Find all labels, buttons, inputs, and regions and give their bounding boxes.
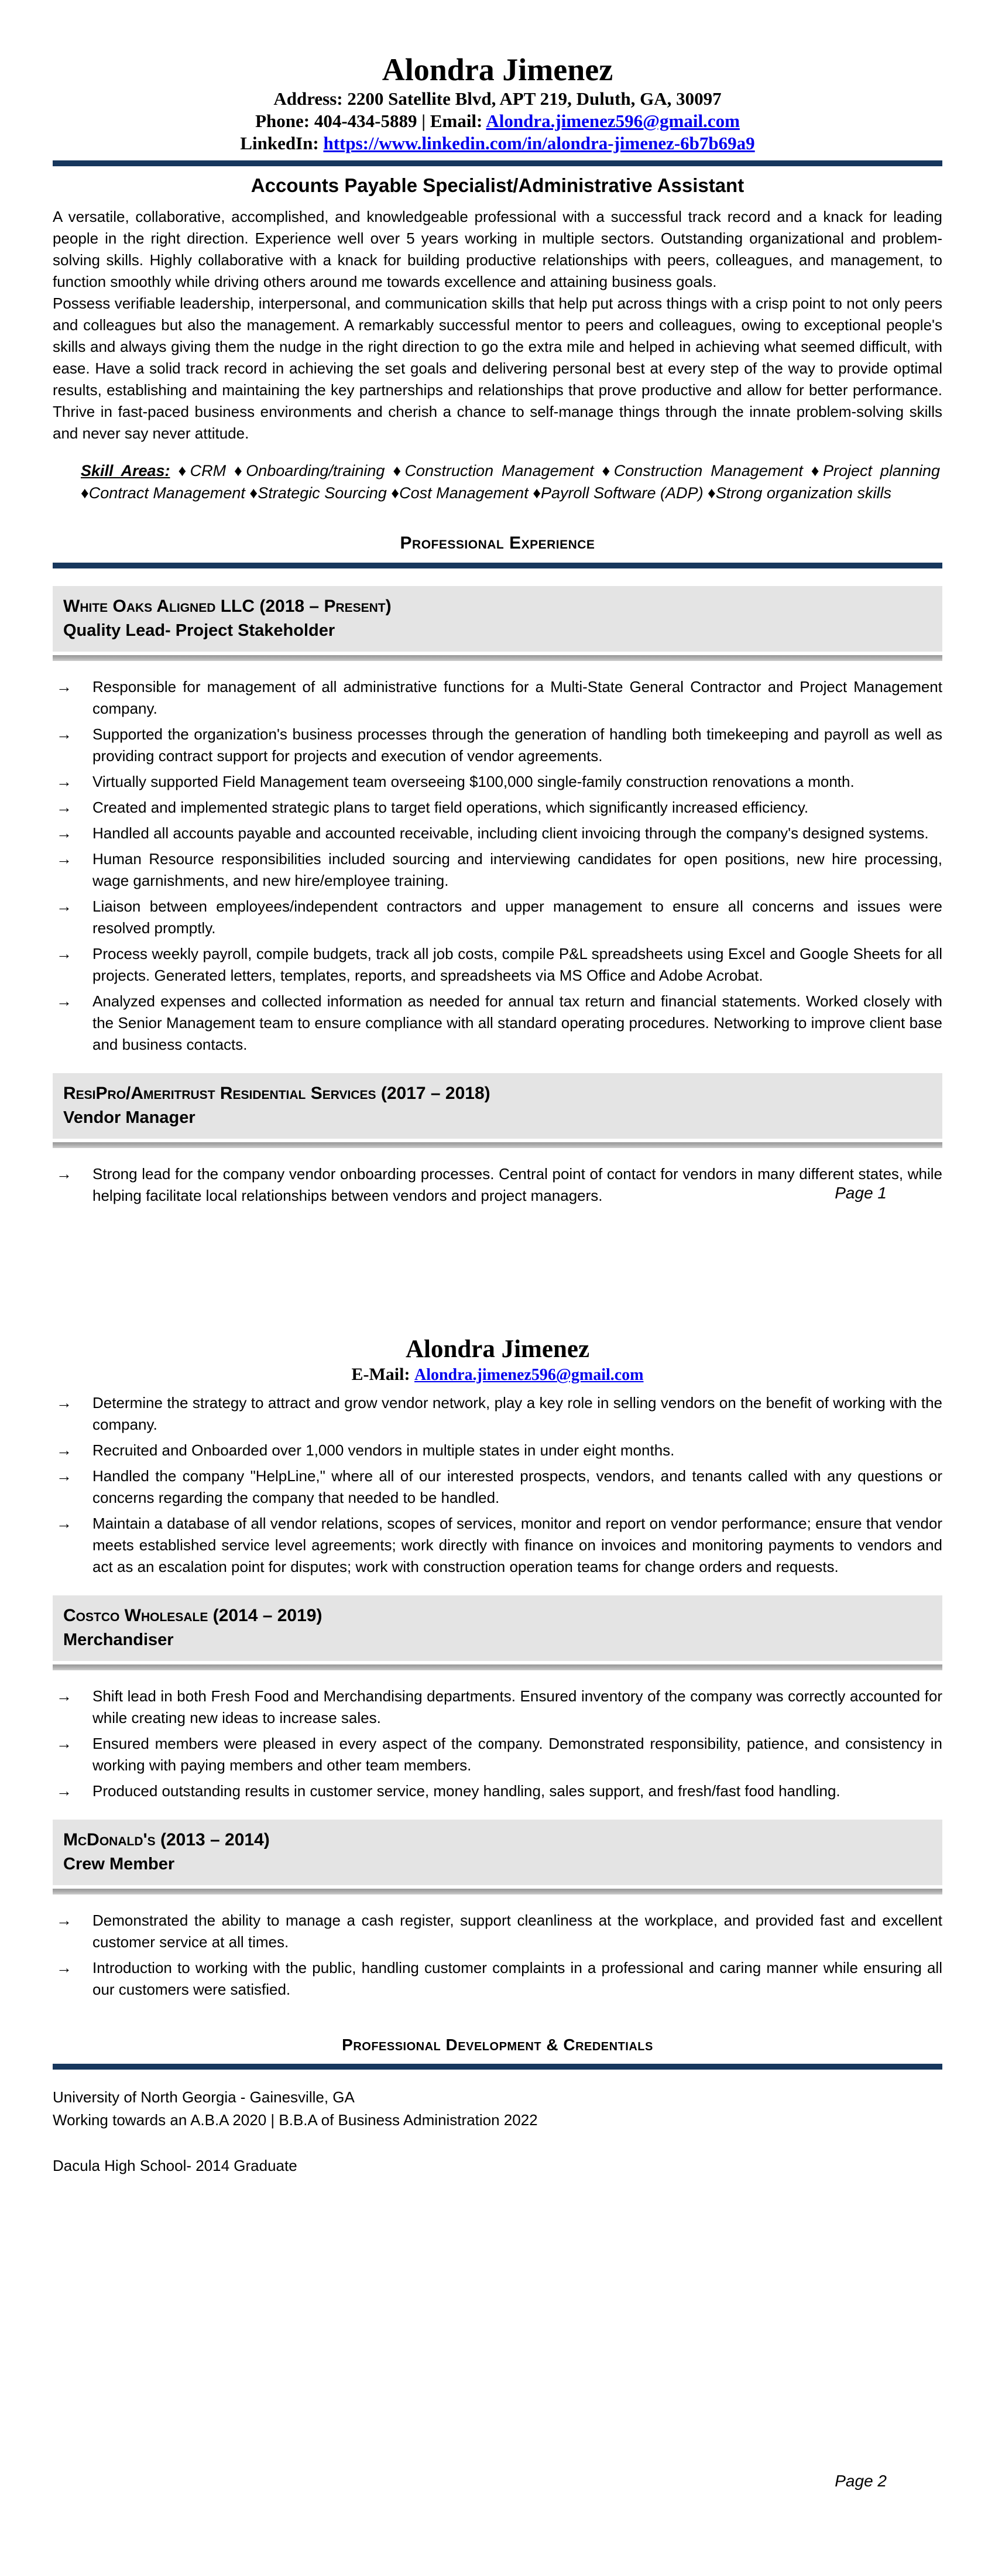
arrow-bullet-icon: → [56, 1467, 72, 1485]
bullet-text: Human Resource responsibilities included sourcing and interviewing candidates for open positions, new hire processing, wage garnishments, and new hire/employee training. [92, 850, 942, 890]
bullet-list [53, 676, 942, 1056]
job-section-white-oaks [53, 586, 942, 1056]
bullet-item [53, 848, 942, 892]
address-line [53, 88, 942, 110]
bullet-item [53, 1440, 942, 1461]
skill-areas-label: Skill Areas: [81, 462, 170, 480]
arrow-bullet-icon: → [56, 992, 72, 1010]
company-header-box [53, 1073, 942, 1139]
bullet-item [53, 724, 942, 767]
bullet-text: Analyzed expenses and collected information as needed for annual tax return and financial statements. Worked closely with the Senior Management team to ensure compliance with all standard operating procedures. Networking to improve client base and business contacts. [92, 992, 942, 1054]
company-role: Quality Lead- Project Stakeholder [63, 621, 335, 640]
education-spacer [53, 2132, 942, 2154]
bullet-item [53, 1910, 942, 1953]
linkedin-line [53, 132, 942, 155]
summary-paragraph-2: Possess verifiable leadership, interpersonal, and communication skills that help put across things with a crisp point to not only peers and colleagues but also the management. A remarkably successful mentor to peers and colleagues, owing to exceptional people's skills and always giving them the nudge in the right direction to go the extra mile and helped in achieving what seemed difficult, with ease. Have a solid track record in achieving the set goals and delivering personal best at every step of the way to provide optimal results, establishing and maintaining the key partnerships and relationships that prove productive and allow for better performance. Thrive in fast-paced business environments and cherish a chance to self-manage things through the innate problem-solving skills and never say never attitude. [53, 294, 942, 443]
company-header-box [53, 586, 942, 652]
page-2-email-line [53, 1364, 942, 1386]
bullet-item [53, 1957, 942, 2000]
bullet-text: Shift lead in both Fresh Food and Merchandising departments. Ensured inventory of the company was correctly accounted for while creating new ideas to increase sales. [92, 1687, 942, 1727]
arrow-bullet-icon: → [56, 799, 72, 817]
company-box-bottom-bar [53, 655, 942, 661]
arrow-bullet-icon: → [56, 1394, 72, 1412]
arrow-bullet-icon: → [56, 1687, 72, 1705]
bullet-text: Maintain a database of all vendor relations, scopes of services, monitor and report on vendor performance; ensure that vendor meets established service level agreements; work directly with finance on invoices and monitoring payments to vendors and act as an escalation point for disputes; work with construction operation teams for change orders and requests. [92, 1515, 942, 1576]
bullet-item [53, 1163, 942, 1207]
arrow-bullet-icon: → [56, 1441, 72, 1460]
arrow-bullet-icon: → [56, 945, 72, 963]
arrow-bullet-icon: → [56, 1165, 72, 1183]
bullet-text: Handled all accounts payable and accounted receivable, including client invoicing through the company's designed systems. [92, 824, 929, 842]
bullet-text: Created and implemented strategic plans to target field operations, which significantly increased efficiency. [92, 799, 809, 817]
bullet-text: Liaison between employees/independent contractors and upper management to ensure all concerns and issues were resolved promptly. [92, 898, 942, 937]
bullet-text: Supported the organization's business processes through the generation of handling both timekeeping and payroll as well as providing contract support for projects and execution of vendor agreements. [92, 725, 942, 765]
job-section-resipro [53, 1073, 942, 1207]
bullet-list-continued [53, 1392, 942, 1578]
page-2-footer: Page 2 [835, 2472, 887, 2490]
arrow-bullet-icon: → [56, 678, 72, 696]
bullet-item [53, 1392, 942, 1436]
bullet-text: Ensured members were pleased in every aspect of the company. Demonstrated responsibility, patience, and consistency in working with paying members and other team members. [92, 1735, 942, 1775]
bullet-item [53, 676, 942, 720]
email-link[interactable]: Alondra.jimenez596@gmail.com [486, 111, 740, 132]
company-name: White Oaks Aligned LLC (2018 – Present) [63, 597, 392, 616]
education-degree-line: Working towards an A.B.A 2020 | B.B.A of Business Administration 2022 [53, 2111, 538, 2129]
arrow-bullet-icon: → [56, 850, 72, 868]
bullet-item [53, 1780, 942, 1802]
bullet-item [53, 896, 942, 939]
page-1-footer: Page 1 [835, 1184, 887, 1202]
company-name: Costco Wholesale (2014 – 2019) [63, 1606, 322, 1626]
experience-divider-rule [53, 563, 942, 568]
arrow-bullet-icon: → [56, 1735, 72, 1753]
header-divider-rule [53, 160, 942, 166]
bullet-item [53, 797, 942, 818]
skill-areas-items: ♦CRM ♦Onboarding/training ♦Construction Management ♦Construction Management ♦Project planning ♦Contract Management ♦Strategic Sourcing ♦Cost Management ♦Payroll Software (ADP) ♦Strong organization skills [81, 462, 940, 502]
company-box-bottom-bar [53, 1142, 942, 1148]
arrow-bullet-icon: → [56, 1959, 72, 1977]
bullet-item [53, 1513, 942, 1578]
company-box-bottom-bar [53, 1664, 942, 1670]
bullet-text: Demonstrated the ability to manage a cash register, support cleanliness at the workplace, and provided fast and excellent customer service at all times. [92, 1912, 942, 1951]
bullet-item [53, 1733, 942, 1776]
company-role: Merchandiser [63, 1630, 174, 1650]
linkedin-link[interactable]: https://www.linkedin.com/in/alondra-jimenez-6b7b69a9 [323, 133, 755, 154]
bullet-list [53, 1163, 942, 1207]
phone-email-label: Phone: 404-434-5889 | Email: [255, 111, 486, 132]
address-text: Address: 2200 Satellite Blvd, APT 219, Duluth, GA, 30097 [273, 88, 722, 109]
company-role: Vendor Manager [63, 1108, 195, 1128]
bullet-text: Strong lead for the company vendor onboarding processes. Central point of contact for vendors in many different states, while helping facilitate local relationships between vendors and project managers. [92, 1165, 942, 1205]
bullet-item [53, 1465, 942, 1509]
company-box-bottom-bar [53, 1889, 942, 1895]
company-header-box [53, 1595, 942, 1661]
job-section-costco [53, 1595, 942, 1802]
arrow-bullet-icon: → [56, 1912, 72, 1930]
job-section-mcdonalds [53, 1820, 942, 2000]
bullet-item [53, 823, 942, 844]
arrow-bullet-icon: → [56, 824, 72, 842]
bullet-text: Determine the strategy to attract and grow vendor network, play a key role in selling vendors on the benefit of working with the company. [92, 1394, 942, 1434]
section-heading-credentials: Professional Development & Credentials [342, 2036, 653, 2054]
section-heading-professional-experience: Professional Experience [400, 533, 595, 553]
credentials-divider-rule [53, 2064, 942, 2070]
company-name: ResiPro/Ameritrust Residential Services (2017 – 2018) [63, 1084, 490, 1104]
job-title-heading: Accounts Payable Specialist/Administrative Assistant [251, 174, 744, 197]
bullet-item [53, 943, 942, 986]
bullet-list [53, 1910, 942, 2000]
bullet-text: Introduction to working with the public, handling customer complaints in a professional and caring manner while ensuring all our customers were satisfied. [92, 1959, 942, 1999]
bullet-text: Process weekly payroll, compile budgets, track all job costs, compile P&L spreadsheets using Excel and Google Sheets for all projects. Generated letters, templates, reports, and spreadsheets via MS Office and Adobe Acrobat. [92, 945, 942, 985]
bullet-text: Virtually supported Field Management team overseeing $100,000 single-family construction renovations a month. [92, 773, 855, 791]
company-role: Crew Member [63, 1855, 175, 1874]
arrow-bullet-icon: → [56, 1782, 72, 1800]
bullet-list [53, 1686, 942, 1802]
email-link[interactable]: Alondra.jimenez596@gmail.com [414, 1366, 644, 1385]
resume-page-1 [53, 0, 942, 1288]
resume-page-2 [53, 1288, 942, 2177]
skill-areas-line [81, 460, 940, 504]
email-label: E-Mail: [351, 1365, 414, 1385]
company-header-box [53, 1820, 942, 1885]
arrow-bullet-icon: → [56, 898, 72, 916]
bullet-text: Produced outstanding results in customer service, money handling, sales support, and fresh/fast food handling. [92, 1782, 840, 1800]
bullet-text: Recruited and Onboarded over 1,000 vendors in multiple states in under eight months. [92, 1441, 675, 1460]
linkedin-label: LinkedIn: [240, 133, 324, 154]
bullet-text: Responsible for management of all administrative functions for a Multi-State General Contractor and Project Management company. [92, 678, 942, 718]
bullet-item [53, 771, 942, 793]
company-name: McDonald's (2013 – 2014) [63, 1830, 270, 1850]
bullet-text: Handled the company "HelpLine," where all of our interested prospects, vendors, and tenants called with any questions or concerns regarding the company that needed to be handled. [92, 1467, 942, 1507]
bullet-item [53, 1686, 942, 1729]
arrow-bullet-icon: → [56, 1515, 72, 1533]
bullet-item [53, 991, 942, 1056]
education-highschool-line: Dacula High School- 2014 Graduate [53, 2157, 297, 2175]
arrow-bullet-icon: → [56, 725, 72, 744]
education-university-line: University of North Georgia - Gainesville, GA [53, 2088, 355, 2106]
page-2-title: Alondra Jimenez [405, 1335, 590, 1363]
summary-paragraph-1: A versatile, collaborative, accomplished, and knowledgeable professional with a successful track record and a knack for leading people in the right direction. Experience well over 5 years working in multiple sectors. Outstanding organizational and problem-solving skills. Highly collaborative with a knack for building productive relationships with peers, colleagues, and management, to function smoothly while driving others around me towards excellence and attaining business goals. [53, 208, 942, 291]
arrow-bullet-icon: → [56, 773, 72, 791]
page-title: Alondra Jimenez [382, 52, 613, 87]
phone-email-line [53, 110, 942, 132]
